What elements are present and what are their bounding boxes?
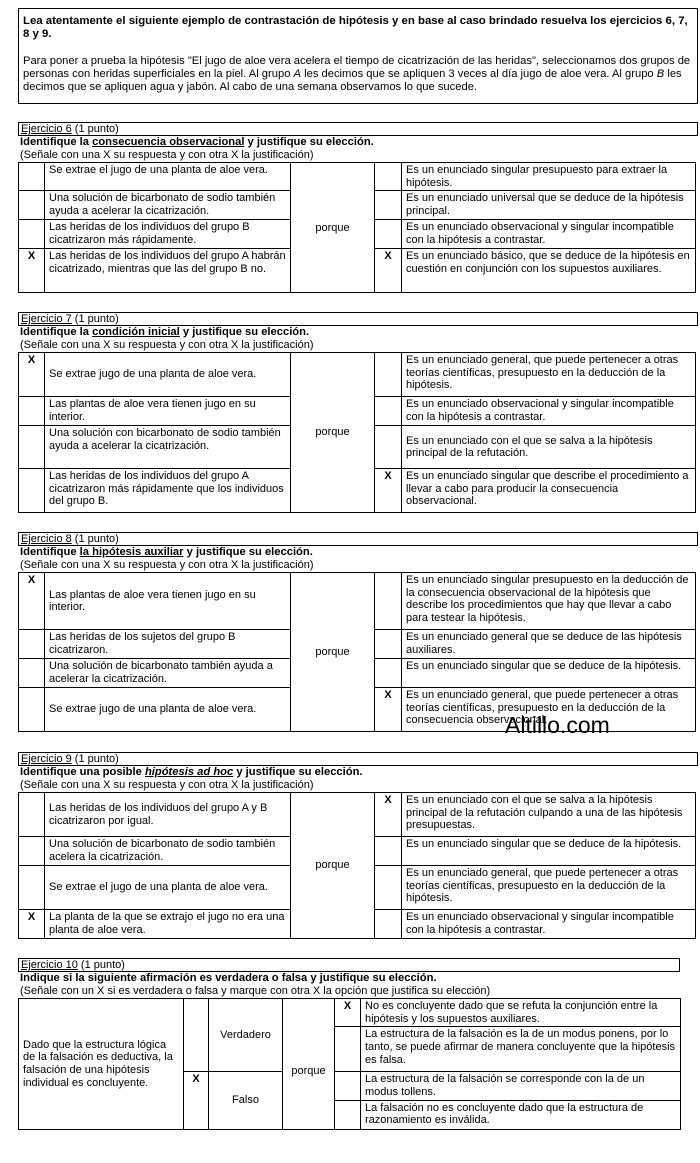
justification-option: Es un enunciado observacional y singular incompatible con la hipótesis a contrastar. [402,397,696,426]
exercise-label: Ejercicio 10 [21,959,78,971]
instr-text: y justifique su elección. [179,326,310,338]
justification-option: Es un enunciado singular que se deduce de la hipótesis. [402,659,696,688]
answer-option: Se extrae el jugo de una planta de aloe vera. [45,866,291,910]
exercise-8-header [18,532,698,546]
exercise-10-note: (Señale con un X si es verdadera o falsa y marque con otra X la opción que justifica su elección) [20,985,491,998]
exercise-8-instruction [18,546,698,559]
answer-checkbox[interactable] [19,688,45,732]
answer-option: La planta de la que se extrajo el jugo no era una planta de aloe vera. [45,910,291,939]
justification-option [361,1027,681,1072]
justification-checkbox[interactable] [375,397,402,426]
exercise-8-table [18,572,696,732]
answer-option: Una solución con bicarbonato de sodio también ayuda a acelerar la cicatrización. [45,426,291,469]
watermark-text: Altillo.com [505,712,610,738]
answer-checkbox-checked[interactable]: X [19,573,45,630]
justification-checkbox[interactable] [375,910,402,939]
answer-checkbox-checked[interactable]: X [19,910,45,939]
intro-paragraph [23,55,693,95]
answer-option: Una solución de bicarbonato también ayuda a acelerar la cicatrización. [45,659,291,688]
instr-text: Identifique la [20,136,93,148]
justification-checkbox[interactable] [335,1072,361,1100]
false-checkbox-checked[interactable]: X [184,1072,209,1129]
justification-option: Es un enunciado general, que puede pertenecer a otras teorías científicas, presupuesto en la deducción de la consecuencia observacional. [402,688,696,732]
porque-label: porque [291,163,375,293]
group-b-label: B [656,68,665,81]
justification-checkbox[interactable] [375,837,402,866]
justification-option: La falsación no es concluyente dado que la estructura de razonamiento es inválida. [361,1100,681,1129]
justification-checkbox[interactable] [375,353,402,397]
exercise-10 [18,958,698,1130]
exercise-9-instruction [18,766,698,779]
true-checkbox[interactable] [184,999,209,1072]
instr-text: y justifique su elección. [183,546,313,558]
justification-option: Es un enunciado observacional y singular incompatible con la hipótesis a contrastar. [402,220,696,249]
true-label: Verdadero [209,999,283,1072]
porque-label: porque [283,999,335,1130]
justification-option: Es un enunciado singular presupuesto en la deducción de la consecuencia observacional de la hipótesis que describe los procedimientos que hay que llevar a cabo para testear la hipótesis. [402,573,696,630]
instr-keyword: consecuencia observacional [92,136,245,148]
answer-option: Las heridas de los individuos del grupo A habrán cicatrizado, mientras que las del grupo B no. [45,249,291,293]
justification-checkbox-checked[interactable]: X [375,249,402,293]
exercise-label: Ejercicio 8 [21,533,72,545]
justification-checkbox[interactable] [375,426,402,469]
justification-checkbox-checked[interactable]: X [335,999,361,1027]
justification-option: La estructura de la falsación se corresponde con la de un modus tollens. [361,1072,681,1100]
exercise-9-table [18,792,696,939]
answer-option: Una solución de bicarbonato de sodio también ayuda a acelerar la cicatrización. [45,191,291,220]
justification-checkbox[interactable] [335,1100,361,1129]
answer-option: Se extrae jugo de una planta de aloe vera. [45,353,291,397]
justification-checkbox[interactable] [375,866,402,910]
justification-checkbox[interactable] [335,1027,361,1072]
exercise-7-instruction [18,326,698,339]
exercise-9-note: (Señale con una X su respuesta y con otra X la justificación) [20,779,314,792]
justification-option: Es un enunciado con el que se salva a la hipótesis principal de la refutación culpando a una de las hipótesis presupuestas. [402,793,696,837]
justification-option: Es un enunciado singular que se deduce de la hipótesis. [402,837,696,866]
answer-option: Las plantas de aloe vera tienen jugo en su interior. [45,573,291,630]
exercise-points: (1 punto) [71,313,119,325]
exercise-6-instruction [18,136,698,149]
group-a-label: A [293,68,301,81]
justification-checkbox-checked[interactable]: X [375,793,402,837]
exercise-9-header [18,752,698,766]
exercise-6-note: (Señale con una X su respuesta y con otra X la justificación) [20,149,314,162]
exercise-7-note: (Señale con una X su respuesta y con otra X la justificación) [20,339,314,352]
exercise-7-table [18,352,696,513]
answer-checkbox[interactable] [19,659,45,688]
intro-box [18,8,698,104]
justification-option: Es un enunciado general, que puede pertenecer a otras teorías científicas, presupuesto en la deducción de la hipótesis. [402,353,696,397]
justification-option: Es un enunciado singular presupuesto para extraer la hipótesis. [402,163,696,191]
answer-checkbox[interactable] [19,397,45,426]
answer-checkbox[interactable] [19,426,45,469]
justification-option: Es un enunciado singular que describe el procedimiento a llevar a cabo para producir la consecuencia observacional. [402,469,696,513]
exercise-7 [18,312,698,513]
answer-option: Las heridas de los sujetos del grupo B cicatrizaron. [45,630,291,659]
answer-option: Se extrae el jugo de una planta de aloe vera. [45,163,291,191]
exercise-10-table [18,998,681,1130]
instr-text: Identifique una posible [20,766,145,778]
instr-keyword: hipótesis ad hoc [144,766,234,778]
exercise-points: (1 punto) [71,533,119,545]
intro-text-2: les decimos que se apliquen 3 veces al día jugo de aloe vera. Al grupo [301,68,657,81]
exercise-10-header [18,958,680,972]
exercise-points: (1 punto) [71,123,119,135]
answer-checkbox[interactable] [19,793,45,837]
instr-keyword: condición inicial [92,326,180,338]
porque-label: porque [291,793,375,939]
answer-option: Las heridas de los individuos del grupo B cicatrizaron más rápidamente. [45,220,291,249]
exercise-10-instruction: Indique si la siguiente afirmación es verdadera o falsa y justifique su elección. [20,972,437,984]
justification-option: Es un enunciado básico, que se deduce de la hipótesis en cuestión en conjunción con los supuestos auxiliares. [402,249,696,293]
justification-checkbox-checked[interactable]: X [375,469,402,513]
answer-option: Las heridas de los individuos del grupo A cicatrizaron más rápidamente que los individuos del grupo B. [45,469,291,513]
justification-option: Es un enunciado con el que se salva a la hipótesis principal de la refutación. [402,426,696,469]
justification-checkbox[interactable] [375,630,402,659]
porque-label: porque [291,573,375,732]
exercise-6-table [18,162,696,293]
justification-option: Es un enunciado general, que puede pertenecer a otras teorías científicas, presupuesto en la deducción de la hipótesis. [402,866,696,910]
justification-checkbox[interactable] [375,573,402,630]
justification-checkbox-checked[interactable]: X [375,688,402,732]
answer-checkbox[interactable] [19,630,45,659]
exercise-points: (1 punto) [71,753,119,765]
exercise-label: Ejercicio 7 [21,313,72,325]
exercise-label: Ejercicio 6 [21,123,72,135]
instr-text: y justifique su elección. [244,136,374,148]
answer-checkbox[interactable] [19,866,45,910]
justification-checkbox[interactable] [375,163,402,191]
exercise-7-header [18,312,698,326]
intro-text-3: les decimos que se apliquen agua y jabón. Al cabo de una semana observamos lo que sucede. [23,68,682,94]
statement-cell: Dado que la estructura lógica de la falsación es deductiva, la falsación de una hipótesis individual es concluyente. [19,999,184,1130]
answer-checkbox[interactable] [19,837,45,866]
exercise-6 [18,122,698,293]
instr-text: y justifique su elección. [233,766,363,778]
exercise-6-header [18,122,698,136]
answer-option: Se extrae jugo de una planta de aloe vera. [45,688,291,732]
instr-text: Identifique [20,546,80,558]
answer-checkbox[interactable] [19,220,45,249]
false-label: Falso [209,1072,283,1129]
answer-checkbox[interactable] [19,469,45,513]
justification-checkbox[interactable] [375,191,402,220]
answer-option: Las heridas de los individuos del grupo A y B cicatrizaron por igual. [45,793,291,837]
instr-text: Identifique la [20,326,93,338]
justification-checkbox[interactable] [375,659,402,688]
porque-label: porque [291,353,375,513]
justification-option: Es un enunciado universal que se deduce de la hipótesis principal. [402,191,696,220]
justification-checkbox[interactable] [375,220,402,249]
justification-option: No es concluyente dado que se refuta la conjunción entre la hipótesis y los supuestos auxiliares. [361,999,681,1027]
justification-option: Es un enunciado general que se deduce de las hipótesis auxiliares. [402,630,696,659]
answer-option: Una solución de bicarbonato de sodio también acelera la cicatrización. [45,837,291,866]
answer-checkbox[interactable] [19,191,45,220]
exercise-8-note: (Señale con una X su respuesta y con otra X la justificación) [20,559,314,572]
exercise-label: Ejercicio 9 [21,753,72,765]
answer-checkbox-checked[interactable]: X [19,353,45,397]
answer-checkbox[interactable] [19,163,45,191]
justification-option: Es un enunciado observacional y singular incompatible con la hipótesis a contrastar. [402,910,696,939]
exercise-9 [18,752,698,939]
exercise-8 [18,532,698,732]
intro-text-1: Para poner a prueba la hipótesis "El jugo de aloe vera acelera el tiempo de cicatrización de las heridas", seleccionamos dos grupos de personas con heridas superficiales en la piel. Al grupo [23,54,691,81]
answer-option: Las plantas de aloe vera tienen jugo en su interior. [45,397,291,426]
answer-checkbox-checked[interactable]: X [19,249,45,293]
exercise-points: (1 punto) [77,959,125,971]
intro-title: Lea atentamente el siguiente ejemplo de contrastación de hipótesis y en base al caso brindado resuelva los ejercicios 6, 7, 8 y 9. [23,15,688,41]
instr-keyword: la hipótesis auxiliar [79,546,184,558]
justification-text: La estructura de la falsación es la de un modus ponens, por lo tanto, se puede afirmar de manera concluyente que la hipótesis es falsa. [365,1028,676,1066]
